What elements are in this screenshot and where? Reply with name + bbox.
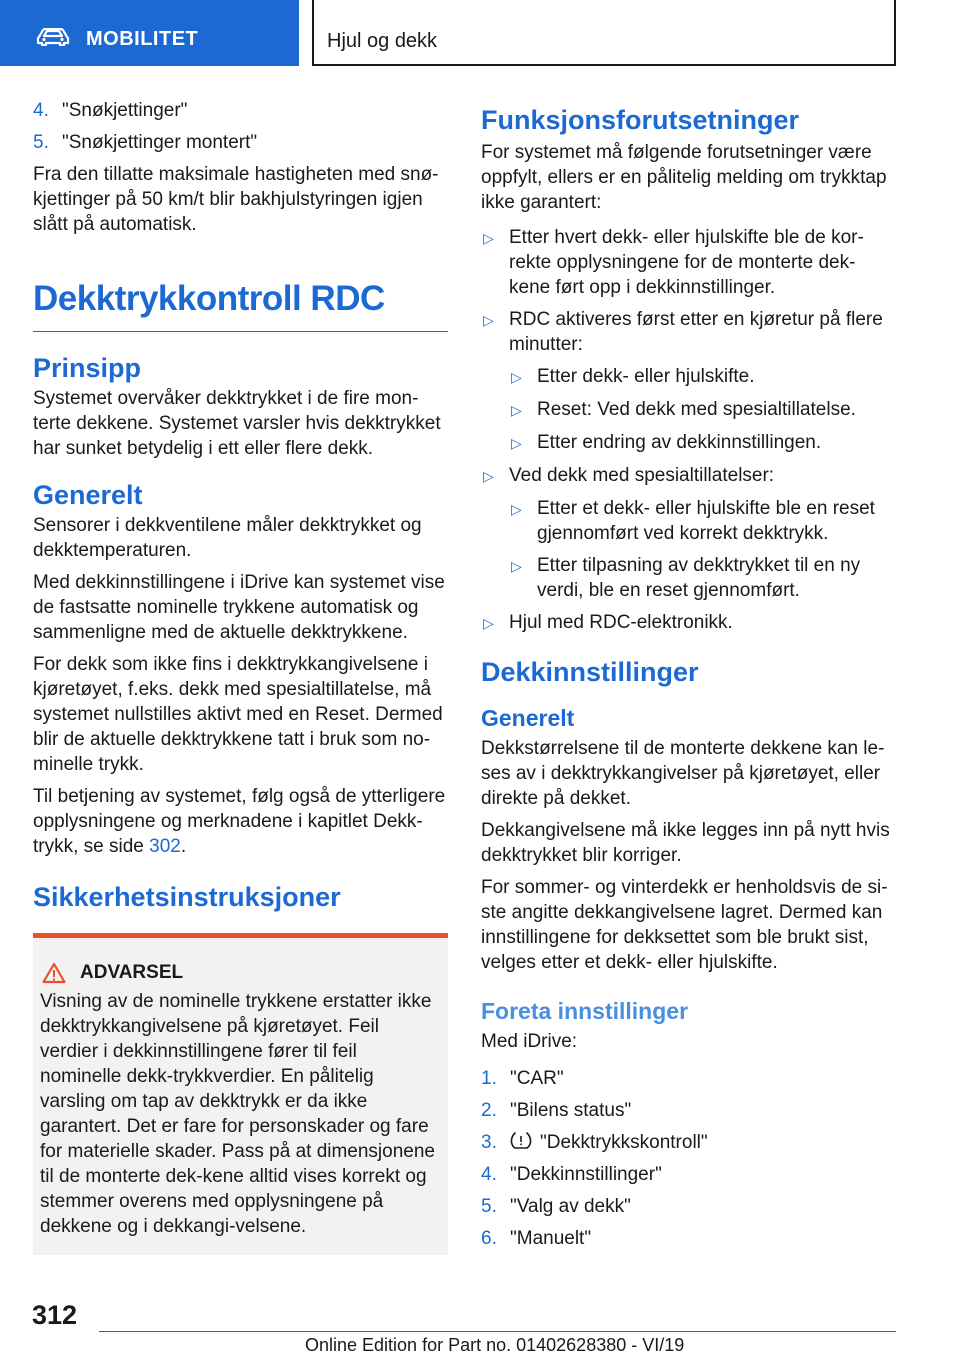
warning-title [40, 960, 440, 985]
section-heading: Sikkerhetsinstruksjoner [33, 882, 341, 912]
page-number: 312 [32, 1300, 78, 1330]
list-text: "Manuelt" [510, 1228, 592, 1249]
list-text: Ved dekk med spesialtillatelser: [509, 465, 775, 486]
triangle-bullet-icon: ▷ [511, 369, 522, 385]
list-item [481, 1162, 896, 1187]
list-text: Etter hvert dekk- eller hjulskifte ble de kor-rekte opplysningene for de monterte dek-kene ført opp i dekkinnstillinger. [509, 227, 864, 298]
paragraph: Sensorer i dekkventilene måler dekktrykket og dekktemperaturen. [33, 515, 422, 561]
chapter-heading: Dekktrykkontroll RDC [33, 279, 448, 332]
list-number: 4. [481, 1164, 497, 1185]
list-number: 6. [481, 1228, 497, 1249]
tire-pressure-icon [510, 1131, 532, 1151]
chapter-label: Hjul og dekk [327, 30, 438, 52]
list-item [33, 130, 448, 155]
list-item [481, 225, 896, 300]
header-chapter-tab [312, 0, 896, 66]
paragraph: Systemet overvåker dekktrykket i de fire mon-terte dekkene. Systemet varsler hvis dekktrykket har sunket betydelig i ett eller flere dekk. [33, 388, 441, 459]
list-text: "Dekkinnstillinger" [510, 1164, 662, 1185]
list-text: "CAR" [510, 1068, 564, 1089]
header-section-tab [0, 0, 299, 66]
list-text: Etter endring av dekkinnstillingen. [537, 432, 822, 453]
sub-list-item [509, 553, 896, 603]
paragraph: For sommer- og vinterdekk er henholdsvis de si-ste angitte dekkangivelsene lagret. Dermed kan innstillingene for dekksettet som ble brukt sist, velges etter et dekk- eller hjulskifte. [481, 877, 888, 973]
paragraph [33, 784, 448, 859]
car-icon [36, 28, 70, 46]
list-text: Reset: Ved dekk med spesialtillatelse. [537, 399, 856, 420]
left-column [33, 98, 448, 1255]
sub-list-item [509, 397, 896, 423]
list-number: 4. [33, 100, 49, 121]
list-item [481, 1226, 896, 1251]
section-heading: Prinsipp [33, 353, 142, 383]
section-heading: Dekkinnstillinger [481, 657, 699, 687]
list-number: 5. [33, 132, 49, 153]
triangle-bullet-icon: ▷ [511, 435, 522, 451]
triangle-bullet-icon: ▷ [483, 615, 494, 631]
idrive-steps [481, 1066, 896, 1251]
warning-label: ADVARSEL [80, 962, 184, 983]
list-number: 2. [481, 1100, 497, 1121]
paragraph: Dekkangivelsene må ikke legges inn på nytt hvis dekktrykket blir korriger. [481, 820, 890, 866]
triangle-bullet-icon: ▷ [483, 230, 494, 246]
list-item [481, 1066, 896, 1091]
triangle-bullet-icon: ▷ [483, 468, 494, 484]
sub-list-item [509, 364, 896, 390]
list-number: 1. [481, 1068, 497, 1089]
footer-divider [99, 1331, 896, 1332]
section-heading: Funksjonsforutsetninger [481, 105, 800, 135]
section-label: MOBILITET [86, 28, 199, 50]
list-text: Etter et dekk- eller hjulskifte ble en reset gjennomført ved korrekt dekktrykk. [537, 498, 875, 544]
warning-triangle-icon [42, 962, 66, 984]
right-column [481, 98, 896, 1258]
sub-list-item [509, 430, 896, 456]
list-text: RDC aktiveres først etter en kjøretur på flere minutter: [509, 309, 883, 355]
sub-list-item [509, 496, 896, 546]
warning-box [33, 933, 448, 1255]
triangle-bullet-icon: ▷ [511, 501, 522, 517]
list-item [33, 98, 448, 123]
paragraph: Med dekkinnstillingene i iDrive kan systemet vise de fastsatte nominelle trykkene automatisk og sammenligne med de aktuelle dekktrykkene. [33, 572, 445, 643]
prerequisite-list [481, 225, 896, 636]
list-item [481, 610, 896, 636]
list-text: "Snøkjettinger montert" [62, 132, 258, 153]
paragraph: For systemet må følgende forutsetninger være oppfylt, ellers er en pålitelig melding om trykktap ikke garantert: [481, 142, 887, 213]
list-text: Etter dekk- eller hjulskifte. [537, 366, 755, 387]
list-number: 3. [481, 1132, 497, 1153]
list-item [481, 307, 896, 357]
list-text: "Bilens status" [510, 1100, 632, 1121]
list-item [481, 463, 896, 489]
subsection-heading: Foreta innstillinger [481, 998, 689, 1024]
triangle-bullet-icon: ▷ [511, 402, 522, 418]
triangle-bullet-icon: ▷ [511, 558, 522, 574]
warning-text: Visning av de nominelle trykkene erstatter ikke dekktrykkangivelsene på kjøretøyet. Feil verdier i dekkinnstillingene fører til feil nominelle dekk-trykkverdier. En pålitelig varsling om tap av dekktrykk er da ikke garantert. Det er fare for personskader og fare for materielle skader. Pass på at dimensjonene til de monterte dek-kene alltid vises korrekt og stemmer overens med opplysningene på dekkene og i dekkangi-velsene. [40, 991, 435, 1237]
snow-chain-list [33, 98, 448, 155]
list-text-wrap [510, 1130, 708, 1155]
list-item [481, 1130, 896, 1155]
paragraph-text: Til betjening av systemet, følg også de ytterligere opplysningene og merknadene i kapitlet Dekk-trykk, se side [33, 786, 446, 857]
paragraph: For dekk som ikke fins i dekktrykkangivelsene i kjøretøyet, f.eks. dekk med spesialtillatelse, må systemet nullstilles aktivt med en Reset. Dermed blir de aktuelle dekktrykkene tatt i bruk som no-minelle trykk. [33, 654, 443, 775]
list-text: Hjul med RDC-elektronikk. [509, 612, 733, 633]
list-text: "Snøkjettinger" [62, 100, 188, 121]
list-text: "Dekktrykkskontroll" [540, 1132, 708, 1153]
footer-edition: Online Edition for Part no. 01402628380 - VI/19 [305, 1335, 685, 1355]
list-item [481, 1098, 896, 1123]
subsection-heading: Generelt [481, 705, 575, 731]
list-text: "Valg av dekk" [510, 1196, 631, 1217]
list-item [481, 1194, 896, 1219]
paragraph: Med iDrive: [481, 1031, 578, 1052]
paragraph: Dekkstørrelsene til de monterte dekkene kan le-ses av i dekktrykkangivelser på kjøretøyet, eller direkte på dekket. [481, 738, 885, 809]
paragraph-text: . [180, 836, 187, 857]
list-text: Etter tilpasning av dekktrykket til en ny verdi, ble en reset gjennomført. [537, 555, 861, 601]
page-link[interactable]: 302 [149, 836, 181, 857]
list-number: 5. [481, 1196, 497, 1217]
paragraph: Fra den tillatte maksimale hastigheten med snø-kjettinger på 50 km/t blir bakhjulstyringen igjen slått på automatisk. [33, 164, 439, 235]
triangle-bullet-icon: ▷ [483, 312, 494, 328]
section-heading: Generelt [33, 480, 143, 510]
